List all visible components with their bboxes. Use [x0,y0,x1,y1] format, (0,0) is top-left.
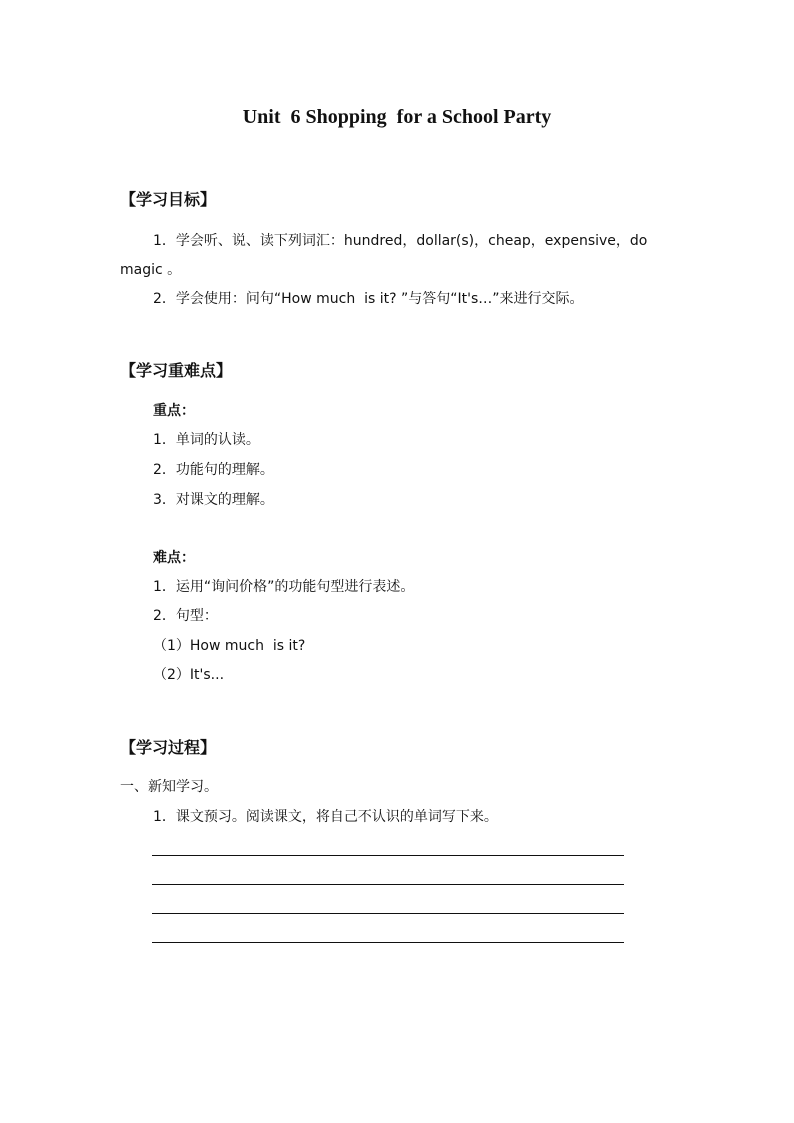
writing-line[interactable] [152,913,624,914]
objective-item-1-continued: magic 。 [120,262,182,278]
difficulty-item-3: （1）How much is it? [153,638,306,654]
focus-item-3: 3．对课文的理解。 [153,492,274,508]
key-points-heading: 【学习重难点】 [120,361,233,380]
objective-item-1: 1．学会听、说、读下列词汇：hundred，dollar(s)，cheap，expensive，do [153,233,648,249]
objectives-heading: 【学习目标】 [120,190,217,209]
difficulty-item-2: 2．句型： [153,608,218,624]
writing-line[interactable] [152,855,624,856]
difficulty-item-1: 1．运用“询问价格”的功能句型进行表述。 [153,579,415,595]
writing-line[interactable] [152,942,624,943]
process-part-1: 一、新知学习。 [120,779,218,795]
page-title: Unit 6 Shopping for a School Party [242,106,552,128]
difficulty-label: 难点： [153,550,195,566]
focus-item-2: 2．功能句的理解。 [153,462,274,478]
writing-line[interactable] [152,884,624,885]
difficulty-item-4: （2）It's... [153,667,225,683]
process-step-1: 1．课文预习。阅读课文，将自己不认识的单词写下来。 [153,809,498,825]
objective-item-2: 2．学会使用：问句“How much is it? ”与答句“It's…”来进行交际。 [153,291,584,307]
focus-label: 重点： [153,403,195,419]
focus-item-1: 1．单词的认读。 [153,432,260,448]
process-heading: 【学习过程】 [120,738,217,757]
